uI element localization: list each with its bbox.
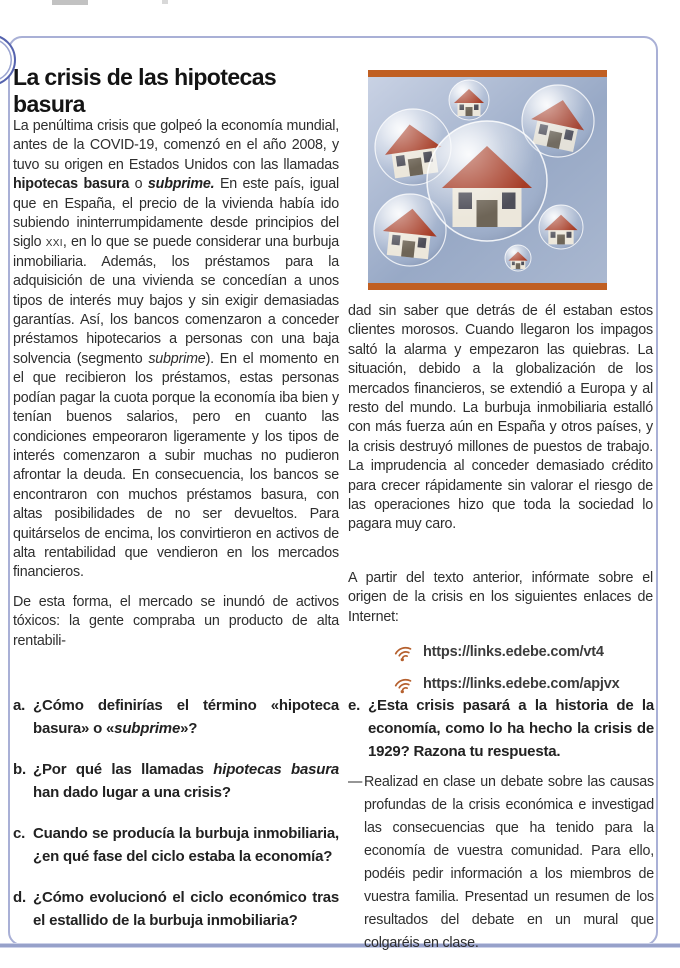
question-c [13, 822, 339, 868]
activity-text: Realizad en clase un debate sobre las causas profundas de la crisis económica e investigad las consecuencias que ha tenido para la economía de vuestra comunidad. Para ello, podéis pedir información a los miembros de vuestra familia. Presentad un resumen de los resultados del debate en un mural que colgaréis en clase. [364, 774, 654, 951]
link-url[interactable]: https://links.edebe.com/apjvx [423, 675, 620, 692]
question-a [13, 694, 339, 740]
question-text: ¿Esta crisis pasará a la historia de la economía, como lo ha hecho la crisis de 1929? Razona tu respuesta. [368, 697, 654, 760]
photo-frame-bottom [368, 283, 607, 290]
wifi-icon [393, 643, 414, 662]
question-marker: c. [13, 825, 26, 842]
photo-frame-top [368, 70, 607, 77]
article-column-1 [13, 117, 339, 651]
housing-bubbles-photo [368, 70, 607, 290]
activity-debate [348, 771, 654, 955]
question-b [13, 758, 339, 804]
dash-marker: — [348, 774, 363, 790]
question-text: Cuando se producía la burbuja inmobiliaria, ¿en qué fase del ciclo estaba la economía? [33, 825, 339, 865]
question-text: ¿Cómo definirías el término «hipoteca basura» o «subprime»? [33, 697, 339, 737]
question-marker: a. [13, 697, 26, 714]
page-title: La crisis de las hipotecas basura [13, 64, 277, 117]
question-e [348, 694, 654, 763]
question-d [13, 886, 339, 932]
paragraph: La penúltima crisis que golpeó la economía mundial, antes de la COVID-19, comenzó en el año 2008, y tuvo su origen en Estados Unidos con las llamadas hipotecas basura o subprime. En este país, igual que en España, el precio de la vivienda había ido subiendo ininterrumpidamente desde principios del siglo xxi, en lo que se puede considerar una burbuja inmobiliaria. Además, los préstamos para la adquisición de una vivienda se concedían a unos tipos de interés muy bajos y sin exigir demasiadas garantías. Así, los bancos comenzaron a conceder préstamos hipotecarios a personas con una baja solvencia (segmento subprime). En el momento en el que recibieron los préstamos, estas personas podían pagar la cuota porque la economía iba bien y tenían buenos salarios, pero en cuanto las condiciones empeoraron ligeramente y los tipos de interés comenzaron a subir muchas no pudieron afrontar la deuda. En consecuencia, los bancos se encontraron con muchos préstamos basura, con altas posibilidades de no ser devueltos. Para quitárselos de encima, los convirtieron en activos de alta rentabilidad que vendieron en los mercados financieros. [13, 118, 339, 581]
link-item [393, 643, 653, 662]
crop-artifact [162, 0, 168, 4]
link-list [348, 643, 653, 694]
questions-column-right [348, 694, 654, 955]
question-marker: d. [13, 889, 26, 906]
questions-column-left [13, 694, 339, 932]
paragraph: dad sin saber que detrás de él estaban estos clientes morosos. Cuando llegaron los impagos saltó la alarma y empezaron las quiebras. La situación, debido a la globalización de los mercados financieros, se extendió a Europa y al resto del mundo. La burbuja inmobiliaria estalló con más fuerza aún en España y otros países, y la crisis destruyó millones de puestos de trabajo. La imprudencia al conceder demasiado crédito para crecer rápidamente sin valorar el riesgo de las operaciones hizo que toda la sociedad lo pagara muy caro. [348, 303, 653, 533]
question-text: ¿Cómo evolucionó el ciclo económico tras el estallido de la burbuja inmobiliaria? [33, 889, 339, 929]
paragraph: De esta forma, el mercado se inundó de activos tóxicos: la gente compraba un producto de alta rentabili- [13, 593, 339, 649]
wifi-icon [393, 675, 414, 694]
paragraph: A partir del texto anterior, infórmate sobre el origen de la crisis en los siguientes enlaces de Internet: [348, 569, 653, 625]
article-column-2 [348, 302, 653, 694]
link-url[interactable]: https://links.edebe.com/vt4 [423, 644, 604, 661]
crop-artifact [52, 0, 88, 5]
question-marker: e. [348, 697, 361, 714]
photo-image [368, 77, 607, 283]
question-marker: b. [13, 761, 26, 778]
link-item [393, 675, 653, 694]
question-text: ¿Por qué las llamadas hipotecas basura han dado lugar a una crisis? [33, 761, 339, 801]
